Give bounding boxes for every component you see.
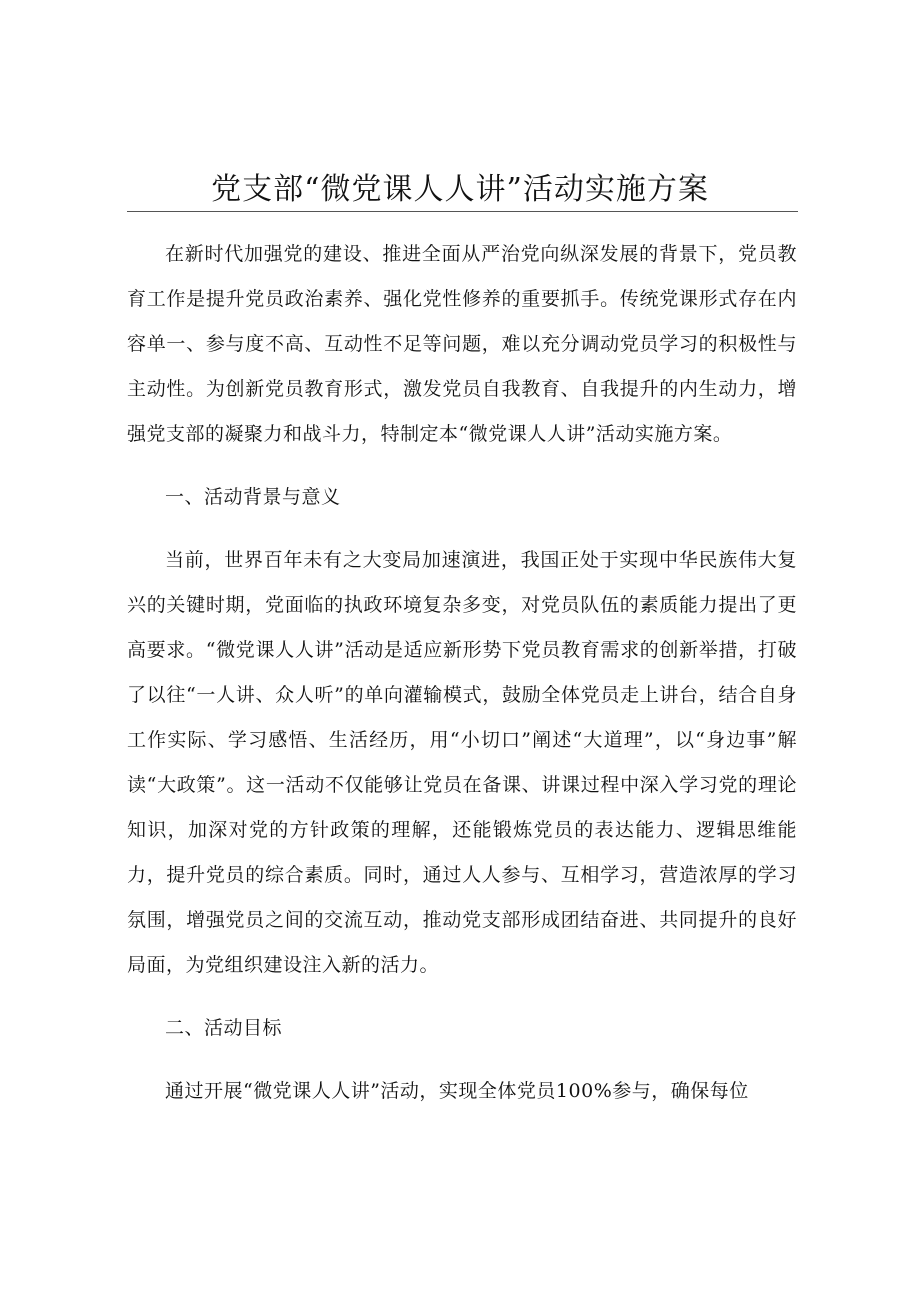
title-underline bbox=[127, 211, 798, 212]
section-paragraph-background: 当前，世界百年未有之大变局加速演进，我国正处于实现中华民族伟大复兴的关键时期，党面临的执政环境复杂多变，对党员队伍的素质能力提出了更高要求。“微党课人人讲”活动是适应新形势下党员教育需求的创新举措，打破了以往“一人讲、众人听”的单向灌输模式，鼓励全体党员走上讲台，结合自身工作实际、学习感悟、生活经历，用“小切口”阐述“大道理”，以“身边事”解读“大政策”。这一活动不仅能够让党员在备课、讲课过程中深入学习党的理论知识，加深对党的方针政策的理解，还能锻炼党员的表达能力、逻辑思维能力，提升党员的综合素质。同时，通过人人参与、互相学习，营造浓厚的学习氛围，增强党员之间的交流互动，推动党支部形成团结奋进、共同提升的良好局面，为党组织建设注入新的活力。 bbox=[127, 549, 797, 976]
document-title: 党支部“微党课人人讲”活动实施方案 bbox=[211, 172, 709, 207]
section-heading-background: 一、活动背景与意义 bbox=[165, 486, 341, 508]
document-body bbox=[127, 232, 797, 1132]
intro-paragraph: 在新时代加强党的建设、推进全面从严治党向纵深发展的背景下，党员教育工作是提升党员政治素养、强化党性修养的重要抓手。传统党课形式存在内容单一、参与度不高、互动性不足等问题，难以充分调动党员学习的积极性与主动性。为创新党员教育形式，激发党员自我教育、自我提升的内生动力，增强党支部的凝聚力和战斗力，特制定本“微党课人人讲”活动实施方案。 bbox=[127, 243, 797, 445]
section-paragraph-goals: 通过开展“微党课人人讲”活动，实现全体党员100%参与，确保每位 bbox=[165, 1080, 749, 1102]
section-heading-goals: 二、活动目标 bbox=[165, 1017, 283, 1039]
